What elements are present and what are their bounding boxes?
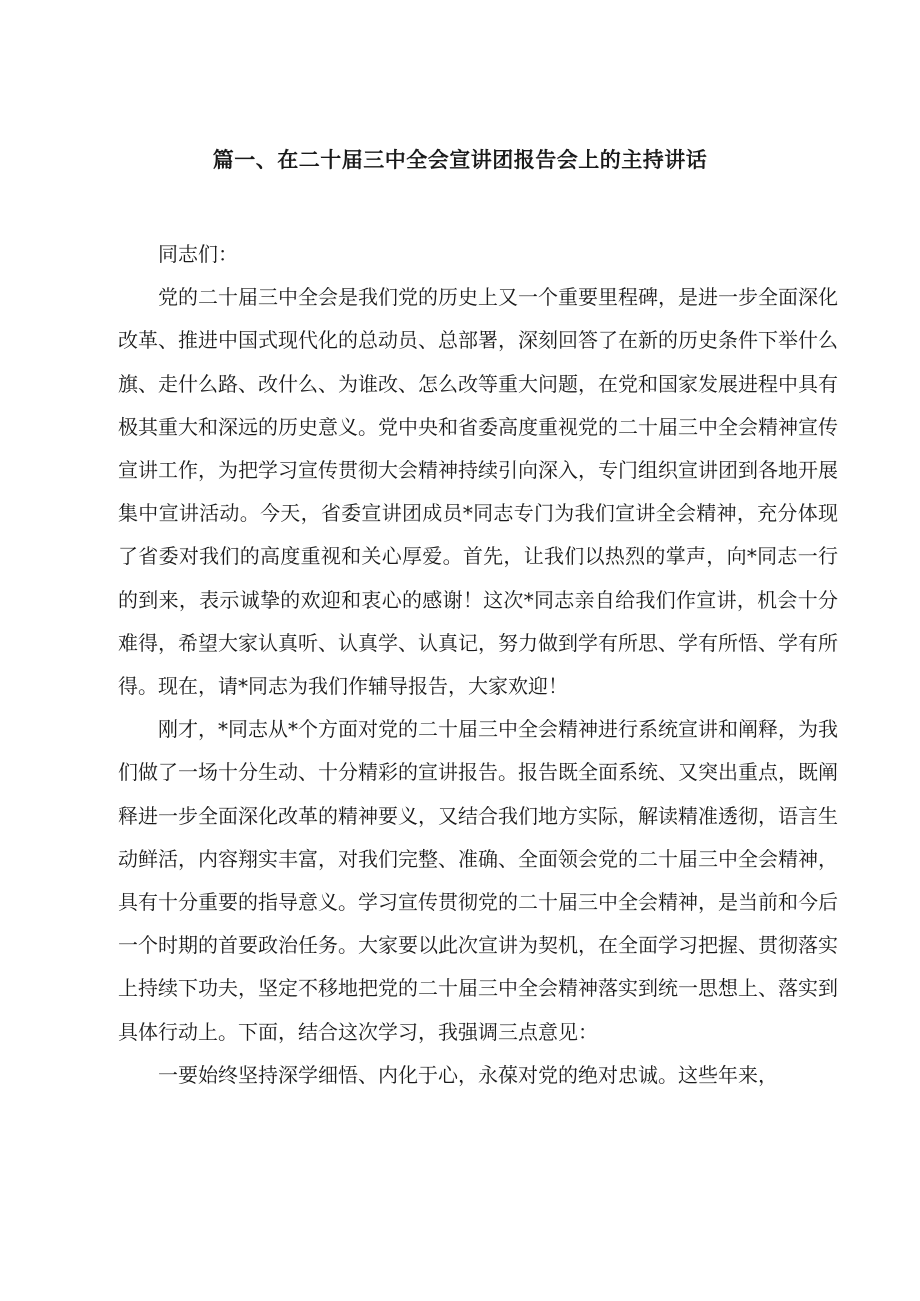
document-body bbox=[118, 233, 838, 1097]
paragraph-3: 一要始终坚持深学细悟、内化于心，永葆对党的绝对忠诚。这些年来， bbox=[158, 1062, 778, 1087]
paragraph-1: 党的二十届三中全会是我们党的历史上又一个重要里程碑，是进一步全面深化改革、推进中国式现代化的总动员、总部署，深刻回答了在新的历史条件下举什么旗、走什么路、改什么、为谁改、怎么改等重大问题，在党和国家发展进程中具有极其重大和深远的历史意义。党中央和省委高度重视党的二十届三中全会精神宣传宣讲工作，为把学习宣传贯彻大会精神持续引向深入，专门组织宣讲团到各地开展集中宣讲活动。今天，省委宣讲团成员*同志专门为我们宣讲全会精神，充分体现了省委对我们的高度重视和关心厚爱。首先，让我们以热烈的掌声，向*同志一行的到来，表示诚挚的欢迎和衷心的感谢！这次*同志亲自给我们作宣讲，机会十分难得，希望大家认真听、认真学、认真记，努力做到学有所思、学有所悟、学有所得。现在，请*同志为我们作辅导报告，大家欢迎！ bbox=[118, 285, 838, 699]
document-title: 篇一、在二十届三中全会宣讲团报告会上的主持讲话 bbox=[212, 148, 708, 172]
salutation: 同志们： bbox=[158, 242, 238, 266]
paragraph-2: 刚才，*同志从*个方面对党的二十届三中全会精神进行系统宣讲和阐释，为我们做了一场十分生动、十分精彩的宣讲报告。报告既全面系统、又突出重点，既阐释进一步全面深化改革的精神要义，又结合我们地方实际，解读精准透彻，语言生动鲜活，内容翔实丰富，对我们完整、准确、全面领会党的二十届三中全会精神，具有十分重要的指导意义。学习宣传贯彻党的二十届三中全会精神，是当前和今后一个时期的首要政治任务。大家要以此次宣讲为契机，在全面学习把握、贯彻落实上持续下功夫，坚定不移地把党的二十届三中全会精神落实到统一思想上、落实到具体行动上。下面，结合这次学习，我强调三点意见： bbox=[118, 717, 838, 1044]
